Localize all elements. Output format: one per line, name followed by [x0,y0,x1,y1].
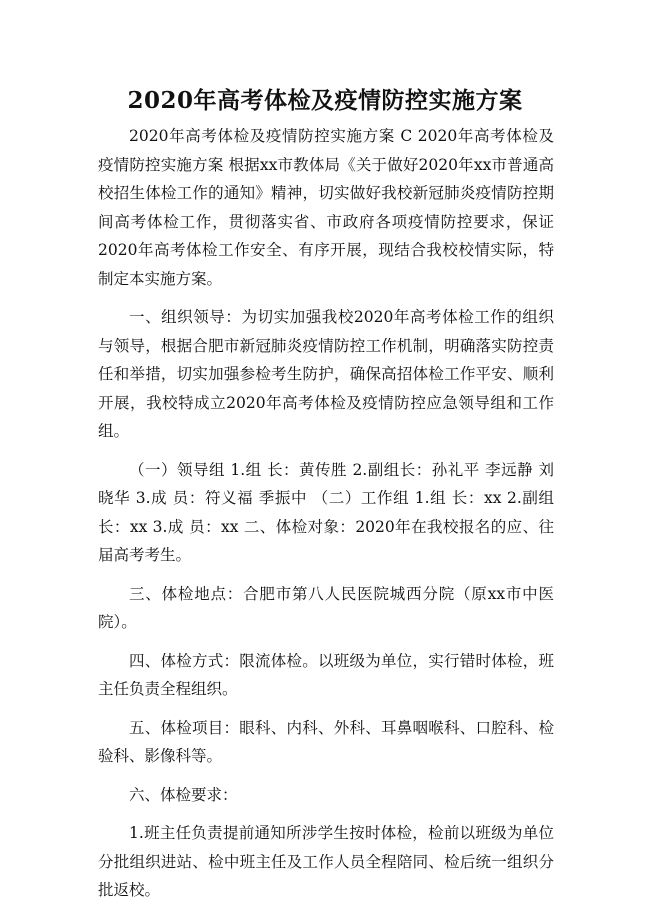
section-groups-paragraph: （一）领导组 1.组 长：黄传胜 2.副组长：孙礼平 李远静 刘晓华 3.成 员：符义福 季振中 （二）工作组 1.组 长：xx 2.副组长：xx 3.成 员：xx 二、体检对象：2020年在我校报名的应、往届高考考生。 [98,460,554,564]
document-title: 2020年高考体检及疫情防控实施方案 [127,87,523,114]
section-method-paragraph: 四、体检方式：限流体检。以班级为单位，实行错时体检，班主任负责全程组织。 [98,651,554,698]
section-organization-paragraph: 一、组织领导：为切实加强我校2020年高考体检工作的组织与领导，根据合肥市新冠肺炎疫情防控工作机制，明确落实防控责任和举措，切实加强参检考生防护，确保高招体检工作平安、顺利开展，我校特成立2020年高考体检及疫情防控应急领导组和工作组。 [98,308,554,440]
intro-paragraph: 2020年高考体检及疫情防控实施方案 C 2020年高考体检及疫情防控实施方案 根据xx市教体局《关于做好2020年xx市普通高校招生体检工作的通知》精神，切实做好我校新冠肺炎疫情防控期间高考体检工作，贯彻落实省、市政府各项疫情防控要求，保证2020年高考体检工作安全、有序开展，现结合我校校情实际，特制定本实施方案。 [98,127,554,288]
document-body [98,122,554,915]
section-location-paragraph: 三、体检地点：合肥市第八人民医院城西分院（原xx市中医院）。 [98,584,554,631]
requirement-1-paragraph: 1.班主任负责提前通知所涉学生按时体检，检前以班级为单位分批组织进站、检中班主任及工作人员全程陪同、检后统一组织分批返校。 [98,824,554,899]
section-items-paragraph: 五、体检项目：眼科、内科、外科、耳鼻咽喉科、口腔科、检验科、影像科等。 [98,718,554,765]
section-requirements-heading: 六、体检要求： [129,785,238,804]
